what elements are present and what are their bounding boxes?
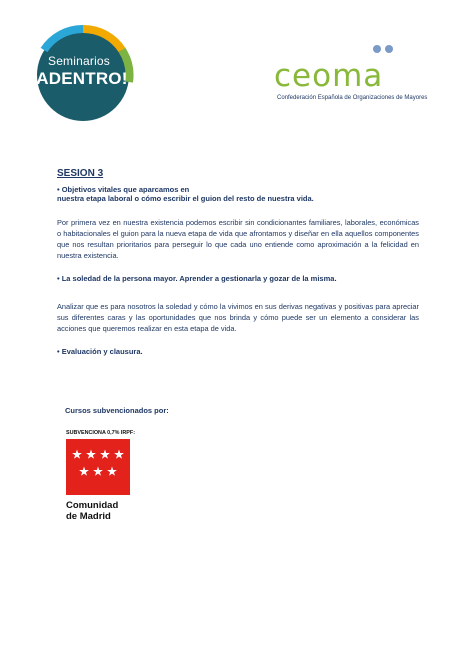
madrid-name-line2: de Madrid xyxy=(66,511,111,522)
courses-label: Cursos subvencionados por: xyxy=(65,406,169,415)
seminar-badge xyxy=(30,54,128,89)
loneliness-bullet: • La soledad de la persona mayor. Aprender a gestionarla y gozar de la misma. xyxy=(57,274,337,284)
loneliness-paragraph: Analizar que es para nosotros la soledad y cómo la vivimos en sus derivas negativas y positivas para apreciar sus diferentes caras y las oportunidades que nos brinda y cómo puede ser un elemento a considerar las acciones que queremos realizar en esta etapa de vida. xyxy=(57,301,419,334)
objectives-bullet-line2: nuestra etapa laboral o cómo escribir el guion del resto de nuestra vida. xyxy=(57,194,314,204)
objectives-paragraph: Por primera vez en nuestra existencia podemos escribir sin condicionantes familiares, laborales, económicas o habitacionales el guion para la nueva etapa de vida que afrontamos y diseñar en ella aquellos componentes que nos resultan prioritarios para perseguir lo que cada uno entiende como aproximación a la felicidad en nuestra existencia. xyxy=(57,217,419,261)
madrid-stars-icon xyxy=(66,439,130,495)
badge-line2: ¡ADENTRO! xyxy=(30,69,128,88)
session-title: SESION 3 xyxy=(57,168,104,179)
subsidy-label: SUBVENCIONA 0,7% IRPF: xyxy=(66,430,135,436)
evaluation-bullet: • Evaluación y clausura. xyxy=(57,347,143,357)
madrid-name-line1: Comunidad xyxy=(66,500,119,511)
ceoma-caption: Confederación Española de Organizaciones de Mayores xyxy=(277,95,428,101)
madrid-flag xyxy=(66,439,130,495)
madrid-name xyxy=(66,500,130,522)
comunidad-madrid-logo xyxy=(66,430,135,530)
badge-line1: Seminarios xyxy=(47,54,111,68)
objectives-bullet-line1: • Objetivos vitales que aparcamos en xyxy=(57,185,190,194)
session-content xyxy=(57,168,419,357)
ceoma-logo-text: ceoma xyxy=(274,58,384,94)
